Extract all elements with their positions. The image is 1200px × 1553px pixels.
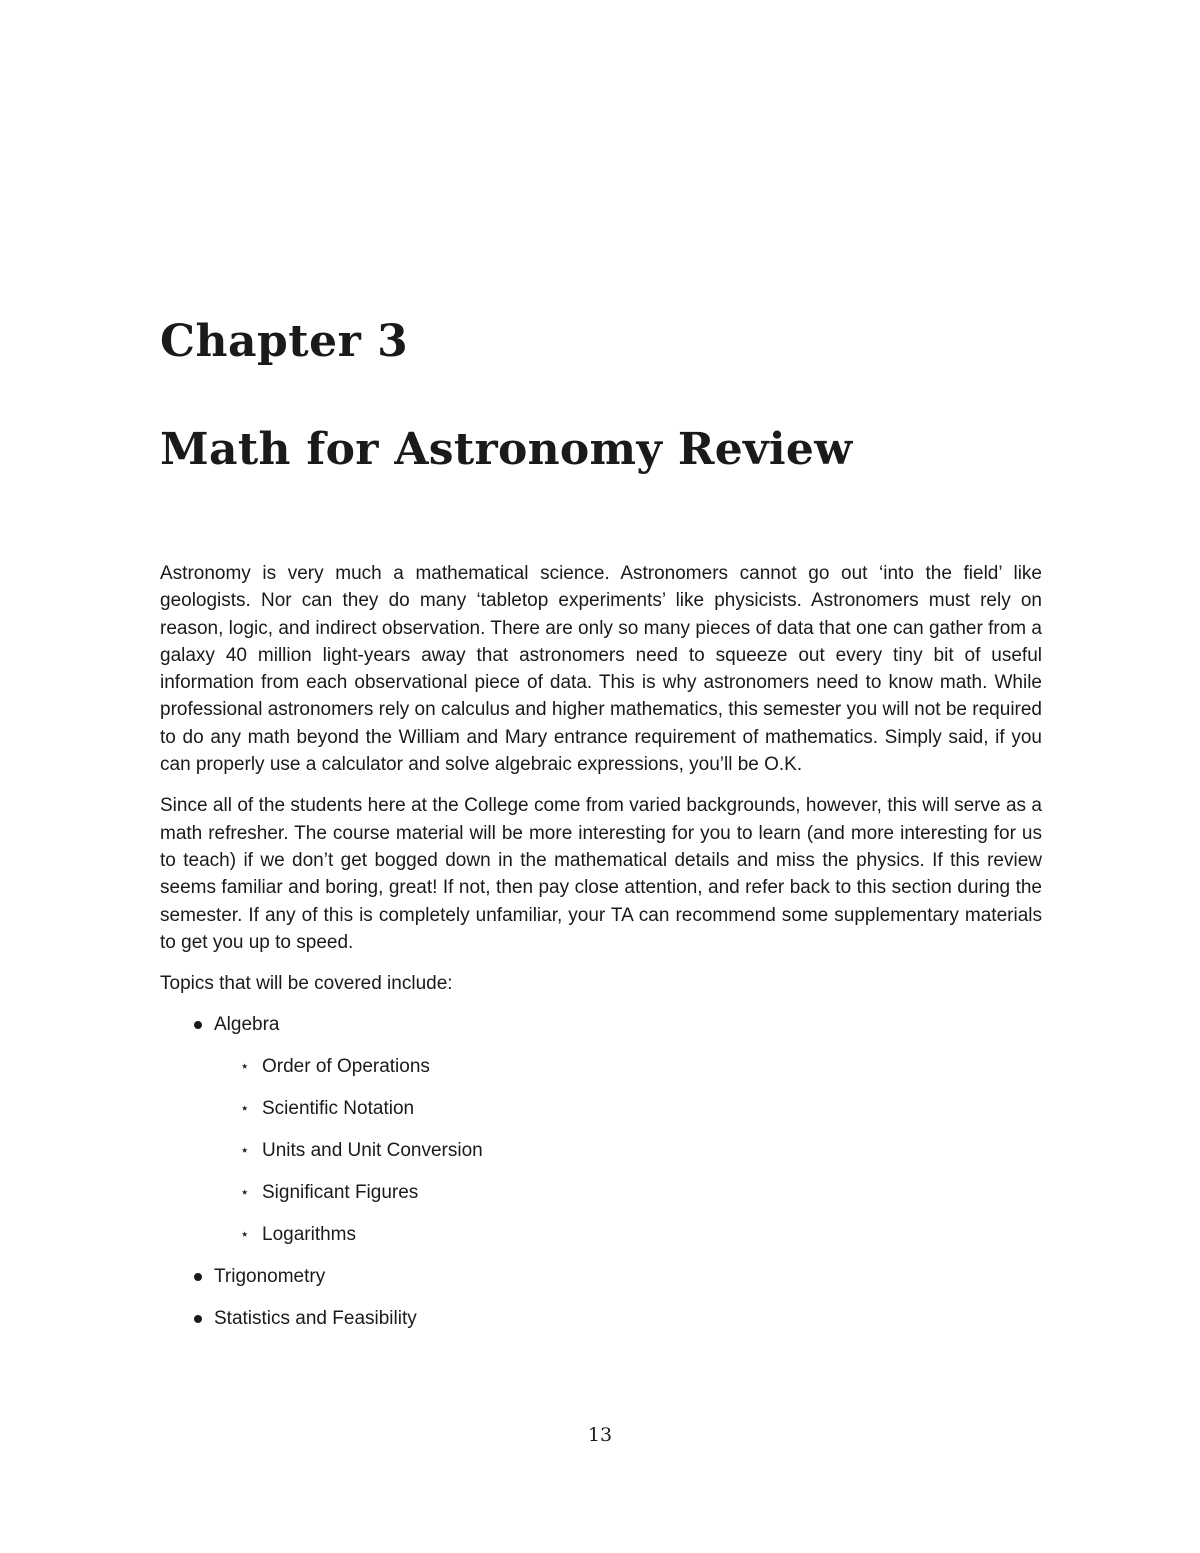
sub-list-item <box>214 1137 1042 1164</box>
chapter-title: Math for Astronomy Review <box>160 424 853 475</box>
subtopic-label: Significant Figures <box>262 1182 419 1204</box>
second-paragraph: Since all of the students here at the College come from varied backgrounds, however, this will serve as a math refresher. The course material will be more interesting for you to learn (and more interesting for us to teach) if we don’t get bogged down in the mathematical details and miss the physics. If this review seems familiar and boring, great! If not, then pay close attention, and refer back to this section during the semester. If any of this is completely unfamiliar, your TA can recommend some supplementary materials to get you up to speed. <box>160 795 1042 953</box>
chapter-body <box>160 560 1042 1347</box>
sub-list-item <box>214 1095 1042 1122</box>
list-item <box>160 1263 1042 1290</box>
bullet-icon <box>194 1315 202 1323</box>
star-icon: ⋆ <box>240 1183 250 1202</box>
star-icon: ⋆ <box>240 1057 250 1076</box>
intro-paragraph: Astronomy is very much a mathematical science. Astronomers cannot go out ‘into the field’ like geologists. Nor can they do many ‘tabletop experiments’ like physicists. Astronomers must rely on reason, logic, and indirect observation. There are only so many pieces of data that one can gather from a galaxy 40 million light-years away that astronomers need to squeeze out every tiny bit of useful information from each observational piece of data. This is why astronomers need to know math. While professional astronomers rely on calculus and higher mathematics, this semester you will not be required to do any math beyond the William and Mary entrance requirement of mathematics. Simply said, if you can properly use a calculator and solve algebraic expressions, you’ll be O.K. <box>160 563 1042 776</box>
bullet-icon <box>194 1021 202 1029</box>
bullet-icon <box>194 1273 202 1281</box>
sub-list-item <box>214 1179 1042 1206</box>
list-item <box>160 1011 1042 1248</box>
sub-list-item <box>214 1221 1042 1248</box>
page-number: 13 <box>587 1424 613 1446</box>
subtopic-label: Scientific Notation <box>262 1098 415 1120</box>
sub-list-item <box>214 1053 1042 1080</box>
subtopic-label: Units and Unit Conversion <box>262 1140 483 1162</box>
topic-label: Algebra <box>214 1014 280 1036</box>
star-icon: ⋆ <box>240 1225 250 1244</box>
subtopics-list <box>214 1053 1042 1248</box>
star-icon: ⋆ <box>240 1099 250 1118</box>
subtopic-label: Logarithms <box>262 1224 356 1246</box>
topic-label: Statistics and Feasibility <box>214 1308 417 1330</box>
list-item <box>160 1305 1042 1332</box>
chapter-number: Chapter 3 <box>160 316 409 367</box>
subtopic-label: Order of Operations <box>262 1056 430 1078</box>
topics-intro: Topics that will be covered include: <box>160 973 453 995</box>
topics-list <box>160 1011 1042 1332</box>
star-icon: ⋆ <box>240 1141 250 1160</box>
topic-label: Trigonometry <box>214 1266 326 1288</box>
